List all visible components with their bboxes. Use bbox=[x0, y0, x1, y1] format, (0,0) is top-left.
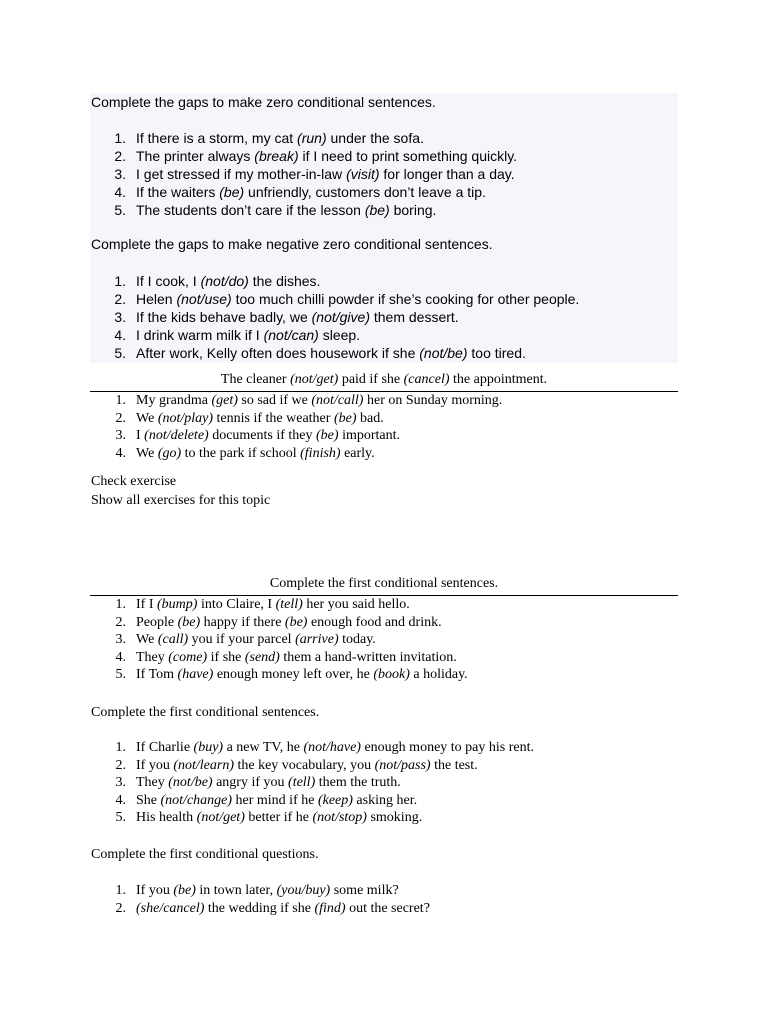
sentence-text: enough food and drink. bbox=[307, 614, 442, 630]
sentence-text: early. bbox=[340, 445, 375, 461]
verb-hint: (have) bbox=[177, 667, 214, 682]
sentence-text: The cleaner bbox=[220, 372, 291, 387]
verb-hint: (be) bbox=[284, 614, 308, 630]
sentence-text: If you bbox=[136, 757, 174, 773]
sentence-text: documents if they bbox=[208, 428, 317, 443]
item-number: 2. bbox=[115, 410, 126, 426]
item-sentence bbox=[136, 792, 417, 810]
item-number: 5. bbox=[115, 667, 126, 682]
verb-hint: (not/do) bbox=[200, 273, 249, 289]
exercise-1-heading: Complete the gaps to make zero conditional sentences. bbox=[91, 94, 436, 110]
show-all-exercises-link[interactable]: Show all exercises for this topic bbox=[91, 493, 271, 508]
item-number: 1. bbox=[115, 740, 126, 755]
sentence-text: better if he bbox=[244, 810, 313, 825]
sentence-text: her on Sunday morning. bbox=[363, 393, 503, 408]
item-sentence bbox=[136, 757, 478, 775]
sentence-text: Helen bbox=[136, 291, 177, 307]
sentence-text: out the secret? bbox=[345, 900, 430, 916]
sentence-text: important. bbox=[338, 428, 400, 443]
item-number: 1. bbox=[115, 883, 126, 898]
verb-hint: (be) bbox=[219, 184, 245, 200]
item-number: 5. bbox=[115, 810, 126, 825]
exercise-6-heading: Complete the first conditional questions. bbox=[91, 847, 319, 862]
verb-hint: (be) bbox=[364, 202, 390, 218]
sentence-text: too much chilli powder if she’s cooking for other people. bbox=[231, 291, 580, 307]
verb-hint: (not/stop) bbox=[312, 810, 367, 825]
item-number: 5. bbox=[114, 345, 126, 361]
sentence-text: today. bbox=[338, 632, 376, 647]
sentence-text: a new TV, he bbox=[223, 740, 304, 755]
sentence-text: asking her. bbox=[352, 792, 418, 808]
item-sentence bbox=[136, 614, 442, 632]
item-number: 2. bbox=[115, 900, 126, 916]
sentence-text: The students don’t care if the lesson bbox=[136, 202, 365, 218]
verb-hint: (tell) bbox=[275, 597, 303, 612]
verb-hint: (not/learn) bbox=[173, 757, 234, 773]
verb-hint: (not/use) bbox=[176, 291, 232, 307]
verb-hint: (you/buy) bbox=[276, 883, 331, 898]
item-number: 2. bbox=[114, 291, 126, 307]
item-number: 4. bbox=[115, 445, 126, 461]
item-number: 4. bbox=[115, 649, 126, 665]
item-sentence bbox=[136, 774, 401, 792]
item-number: 2. bbox=[115, 614, 126, 630]
verb-hint: (not/delete) bbox=[144, 428, 209, 443]
sentence-text: enough money to pay his rent. bbox=[360, 740, 534, 755]
item-number: 1. bbox=[114, 130, 126, 146]
sentence-text: if she bbox=[207, 649, 245, 665]
sentence-text: If Charlie bbox=[136, 740, 194, 755]
sentence-text: if I need to print something quickly. bbox=[298, 148, 518, 164]
exercise-5-heading: Complete the first conditional sentences. bbox=[91, 705, 320, 720]
sentence-text: I bbox=[136, 428, 145, 443]
sentence-text: a holiday. bbox=[409, 667, 468, 682]
item-sentence bbox=[136, 147, 517, 165]
item-number: 4. bbox=[115, 792, 126, 808]
verb-hint: (not/can) bbox=[263, 327, 319, 343]
item-sentence bbox=[136, 596, 410, 614]
sentence-text: She bbox=[136, 792, 161, 808]
sentence-text: unfriendly, customers don’t leave a tip. bbox=[244, 184, 486, 200]
sentence-text: If Tom bbox=[136, 667, 178, 682]
sentence-text: the appointment. bbox=[449, 372, 548, 387]
verb-hint: (be) bbox=[177, 614, 201, 630]
sentence-text: His health bbox=[136, 810, 197, 825]
sentence-text: too tired. bbox=[467, 345, 526, 361]
sentence-text: The printer always bbox=[136, 148, 255, 164]
verb-hint: (find) bbox=[314, 900, 346, 916]
sentence-text: in town later, bbox=[195, 883, 277, 898]
item-number: 2. bbox=[114, 148, 126, 164]
sentence-text: happy if there bbox=[200, 614, 285, 630]
item-number: 3. bbox=[114, 166, 126, 182]
sentence-text: I drink warm milk if I bbox=[136, 327, 264, 343]
item-sentence bbox=[136, 326, 360, 344]
sentence-text: the dishes. bbox=[248, 273, 321, 289]
item-sentence bbox=[136, 392, 502, 410]
verb-hint: (not/get) bbox=[290, 372, 339, 387]
sentence-text: her you said hello. bbox=[302, 597, 410, 612]
sentence-text: paid if she bbox=[338, 372, 404, 387]
item-sentence bbox=[136, 739, 534, 757]
exercise-3-heading bbox=[90, 372, 678, 388]
item-sentence bbox=[136, 900, 430, 918]
exercise-2-heading: Complete the gaps to make negative zero conditional sentences. bbox=[91, 236, 493, 252]
item-sentence bbox=[136, 427, 400, 445]
sentence-text: smoking. bbox=[366, 810, 423, 825]
verb-hint: (come) bbox=[168, 649, 208, 665]
verb-hint: (be) bbox=[316, 428, 339, 443]
verb-hint: (visit) bbox=[346, 166, 380, 182]
sentence-text: They bbox=[136, 775, 169, 790]
sentence-text: her mind if he bbox=[232, 792, 318, 808]
verb-hint: (not/give) bbox=[311, 309, 370, 325]
item-number: 1. bbox=[114, 273, 126, 289]
item-number: 3. bbox=[115, 632, 126, 647]
verb-hint: (finish) bbox=[300, 445, 341, 461]
sentence-text: If the waiters bbox=[136, 184, 220, 200]
sentence-text: the wedding if she bbox=[204, 900, 315, 916]
item-number: 3. bbox=[115, 775, 126, 790]
item-number: 1. bbox=[115, 393, 126, 408]
item-sentence bbox=[136, 272, 320, 290]
sentence-text: the key vocabulary, you bbox=[233, 757, 375, 773]
verb-hint: (not/call) bbox=[311, 393, 364, 408]
sentence-text: the test. bbox=[430, 757, 478, 773]
verb-hint: (be) bbox=[333, 410, 357, 426]
sentence-text: boring. bbox=[389, 202, 437, 218]
item-number: 4. bbox=[114, 327, 126, 343]
exercise-4-heading: Complete the first conditional sentences. bbox=[269, 576, 499, 591]
sentence-text: angry if you bbox=[212, 775, 289, 790]
sentence-text: bad. bbox=[356, 410, 384, 426]
item-sentence bbox=[136, 666, 468, 684]
sentence-text: to the park if school bbox=[181, 445, 301, 461]
sentence-text: My grandma bbox=[136, 393, 212, 408]
sentence-text: If you bbox=[136, 883, 174, 898]
verb-hint: (cancel) bbox=[403, 372, 450, 387]
verb-hint: (run) bbox=[297, 130, 327, 146]
check-exercise-link[interactable]: Check exercise bbox=[91, 474, 177, 489]
item-number: 1. bbox=[115, 597, 126, 612]
sentence-text: After work, Kelly often does housework if she bbox=[136, 345, 420, 361]
sentence-text: them dessert. bbox=[369, 309, 459, 325]
verb-hint: (call) bbox=[157, 632, 189, 647]
sentence-text: They bbox=[136, 649, 169, 665]
item-sentence bbox=[136, 410, 384, 428]
verb-hint: (not/have) bbox=[303, 740, 361, 755]
item-sentence bbox=[136, 631, 376, 649]
verb-hint: (not/pass) bbox=[374, 757, 431, 773]
item-sentence bbox=[136, 183, 486, 201]
verb-hint: (go) bbox=[157, 445, 182, 461]
verb-hint: (break) bbox=[254, 148, 299, 164]
sentence-text: If I cook, I bbox=[136, 273, 201, 289]
item-sentence bbox=[136, 882, 399, 900]
sentence-text: some milk? bbox=[330, 883, 399, 898]
item-number: 3. bbox=[115, 428, 126, 443]
verb-hint: (not/change) bbox=[160, 792, 233, 808]
item-sentence bbox=[136, 809, 422, 827]
sentence-text: If the kids behave badly, we bbox=[136, 309, 312, 325]
item-number: 4. bbox=[114, 184, 126, 200]
verb-hint: (buy) bbox=[193, 740, 224, 755]
sentence-text: them a hand-written invitation. bbox=[279, 649, 457, 665]
sentence-text: under the sofa. bbox=[326, 130, 424, 146]
sentence-text: We bbox=[136, 410, 158, 426]
item-sentence bbox=[136, 201, 436, 219]
verb-hint: (arrive) bbox=[295, 632, 339, 647]
item-number: 3. bbox=[114, 309, 126, 325]
verb-hint: (not/get) bbox=[196, 810, 245, 825]
item-sentence bbox=[136, 649, 457, 667]
verb-hint: (get) bbox=[211, 393, 238, 408]
item-sentence bbox=[136, 344, 526, 362]
sentence-text: We bbox=[136, 632, 158, 647]
sentence-text: We bbox=[136, 445, 158, 461]
verb-hint: (tell) bbox=[288, 775, 316, 790]
sentence-text: enough money left over, he bbox=[213, 667, 374, 682]
sentence-text: into Claire, I bbox=[197, 597, 276, 612]
sentence-text: you if your parcel bbox=[188, 632, 296, 647]
item-number: 2. bbox=[115, 757, 126, 773]
verb-hint: (not/be) bbox=[419, 345, 468, 361]
item-sentence bbox=[136, 445, 375, 463]
verb-hint: (bump) bbox=[157, 597, 198, 612]
verb-hint: (she/cancel) bbox=[136, 900, 205, 916]
verb-hint: (book) bbox=[373, 667, 410, 682]
sentence-text: tennis if the weather bbox=[213, 410, 334, 426]
sentence-text: If there is a storm, my cat bbox=[136, 130, 298, 146]
sentence-text: sleep. bbox=[318, 327, 361, 343]
verb-hint: (not/be) bbox=[168, 775, 213, 790]
item-sentence bbox=[136, 290, 579, 308]
verb-hint: (keep) bbox=[317, 792, 353, 808]
sentence-text: so sad if we bbox=[237, 393, 312, 408]
verb-hint: (be) bbox=[173, 883, 196, 898]
item-number: 5. bbox=[114, 202, 126, 218]
sentence-text: I get stressed if my mother-in-law bbox=[136, 166, 347, 182]
verb-hint: (not/play) bbox=[157, 410, 214, 426]
sentence-text: for longer than a day. bbox=[379, 166, 515, 182]
sentence-text: them the truth. bbox=[315, 775, 401, 790]
item-sentence bbox=[136, 165, 515, 183]
sentence-text: People bbox=[136, 614, 178, 630]
sentence-text: If I bbox=[136, 597, 157, 612]
item-sentence bbox=[136, 308, 459, 326]
item-sentence bbox=[136, 129, 424, 147]
verb-hint: (send) bbox=[244, 649, 280, 665]
